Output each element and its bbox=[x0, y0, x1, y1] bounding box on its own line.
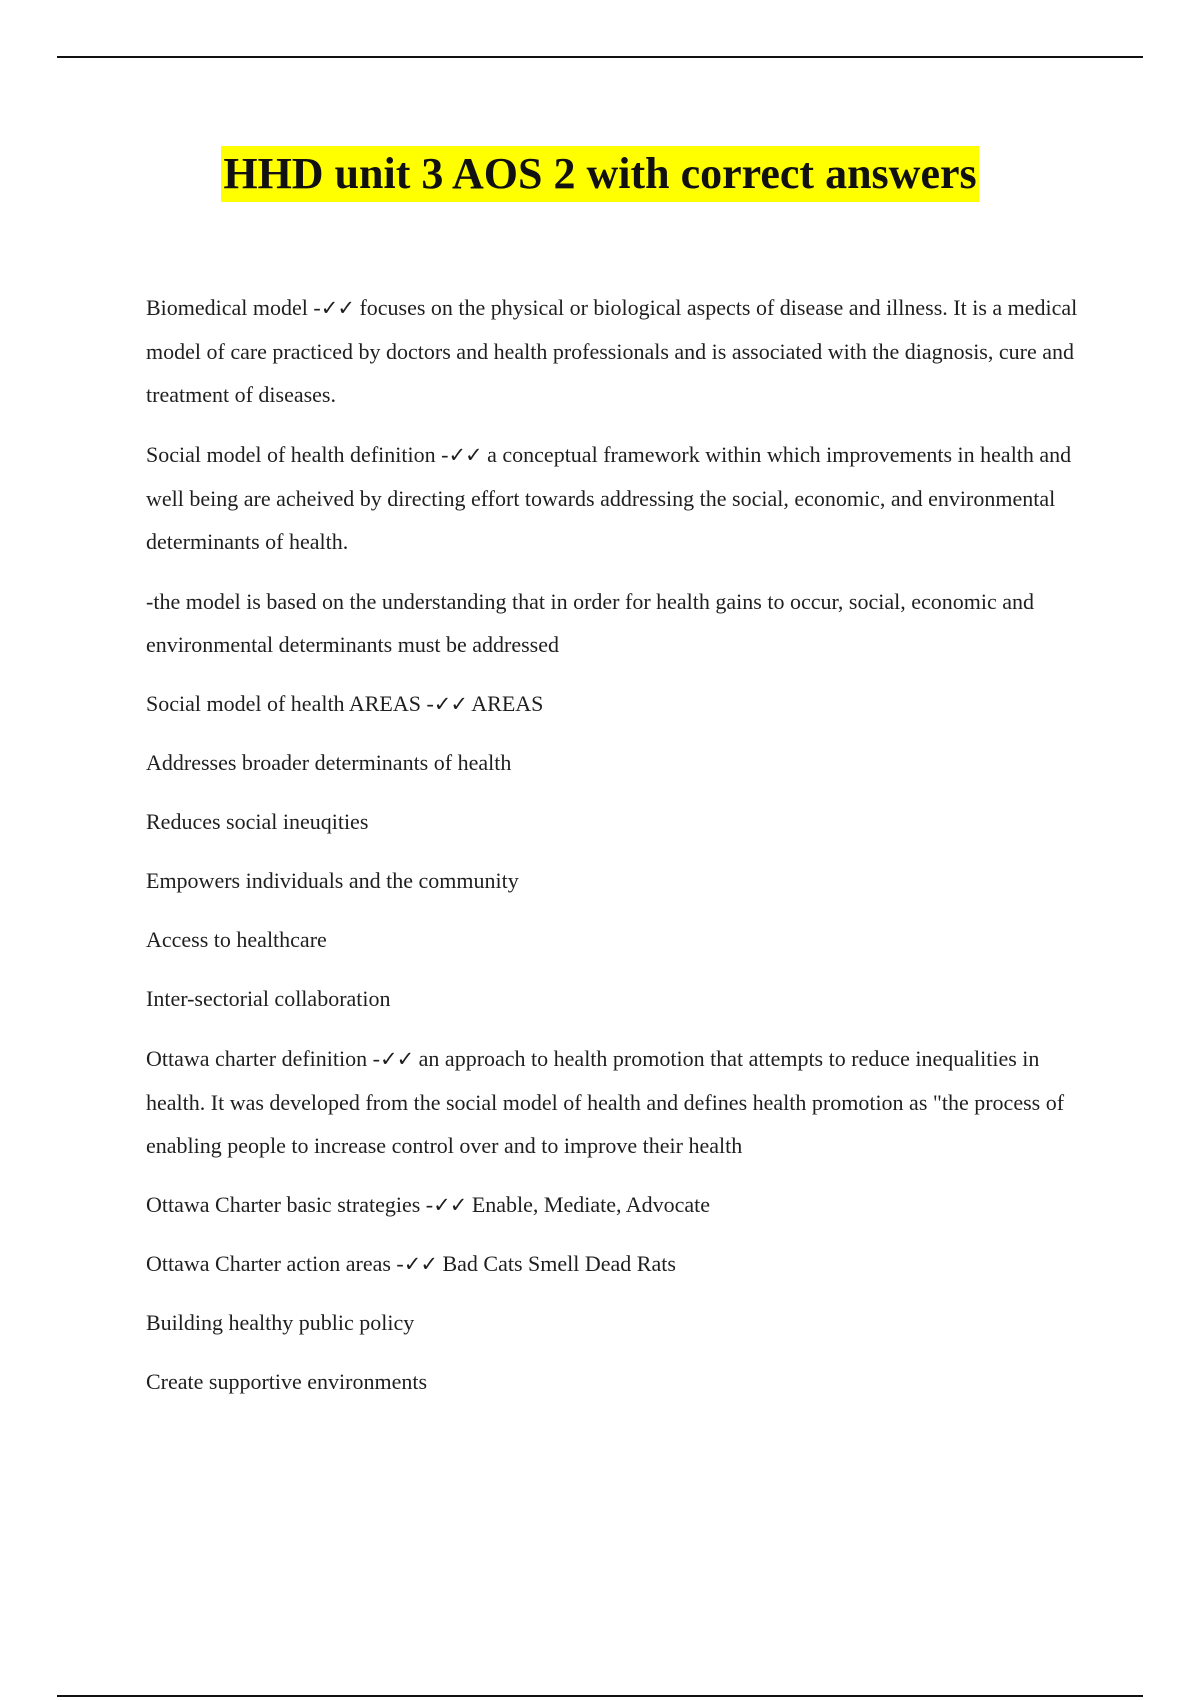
list-item bbox=[146, 1361, 1086, 1403]
entry-biomedical-model bbox=[146, 286, 1086, 416]
entry-text: Building healthy public policy bbox=[146, 1310, 415, 1335]
list-item bbox=[146, 801, 1086, 843]
entry-social-model-definition bbox=[146, 433, 1086, 563]
entry-answer: Enable, Mediate, Advocate bbox=[466, 1192, 711, 1217]
check-mark-icon: ✓✓ bbox=[448, 443, 482, 467]
list-item bbox=[146, 742, 1086, 784]
footer-rule bbox=[57, 1695, 1143, 1697]
check-mark-icon: ✓✓ bbox=[433, 692, 467, 716]
document-body bbox=[146, 286, 1086, 1420]
title-container bbox=[0, 146, 1200, 202]
entry-text: Inter-sectorial collaboration bbox=[146, 986, 391, 1011]
check-mark-icon: ✓✓ bbox=[433, 1193, 467, 1217]
list-item bbox=[146, 978, 1086, 1020]
check-mark-icon: ✓✓ bbox=[403, 1252, 437, 1276]
entry-text: Reduces social ineuqities bbox=[146, 809, 369, 834]
entry-answer: focuses on the physical or biological aspects of disease and illness. It is a medical model of care practiced by doctors and health professionals and is associated with the diagnosis, cure and treatment of diseases. bbox=[146, 295, 1078, 407]
entry-social-model-areas bbox=[146, 683, 1086, 725]
entry-term: Ottawa Charter action areas - bbox=[146, 1251, 404, 1276]
list-item bbox=[146, 1302, 1086, 1344]
check-mark-icon: ✓✓ bbox=[320, 296, 354, 320]
header-rule bbox=[57, 56, 1143, 58]
list-item bbox=[146, 860, 1086, 902]
entry-social-model-note bbox=[146, 580, 1086, 666]
document-title: HHD unit 3 AOS 2 with correct answers bbox=[221, 146, 978, 202]
entry-text: Empowers individuals and the community bbox=[146, 868, 519, 893]
list-item bbox=[146, 919, 1086, 961]
entry-term: Ottawa charter definition - bbox=[146, 1046, 380, 1071]
entry-term: Social model of health AREAS - bbox=[146, 691, 434, 716]
entry-text: Create supportive environments bbox=[146, 1369, 428, 1394]
entry-answer: AREAS bbox=[467, 691, 544, 716]
entry-text: Access to healthcare bbox=[146, 927, 327, 952]
entry-ottawa-basic-strategies bbox=[146, 1184, 1086, 1226]
entry-text: -the model is based on the understanding that in order for health gains to occur, social, economic and environmental determinants must be addressed bbox=[146, 589, 1035, 657]
entry-term: Social model of health definition - bbox=[146, 442, 449, 467]
entry-answer: an approach to health promotion that attempts to reduce inequalities in health. It was developed from the social model of health and defines health promotion as "the process of enabling people to increase control over and to improve their health bbox=[146, 1046, 1065, 1158]
entry-term: Biomedical model - bbox=[146, 295, 321, 320]
entry-answer: Bad Cats Smell Dead Rats bbox=[436, 1251, 676, 1276]
entry-answer: a conceptual framework within which improvements in health and well being are acheived by directing effort towards addressing the social, economic, and environmental determinants of health. bbox=[146, 442, 1072, 554]
check-mark-icon: ✓✓ bbox=[379, 1047, 414, 1071]
entry-ottawa-charter-definition bbox=[146, 1037, 1086, 1167]
entry-ottawa-action-areas bbox=[146, 1243, 1086, 1285]
entry-text: Addresses broader determinants of health bbox=[146, 750, 512, 775]
entry-term: Ottawa Charter basic strategies - bbox=[146, 1192, 434, 1217]
